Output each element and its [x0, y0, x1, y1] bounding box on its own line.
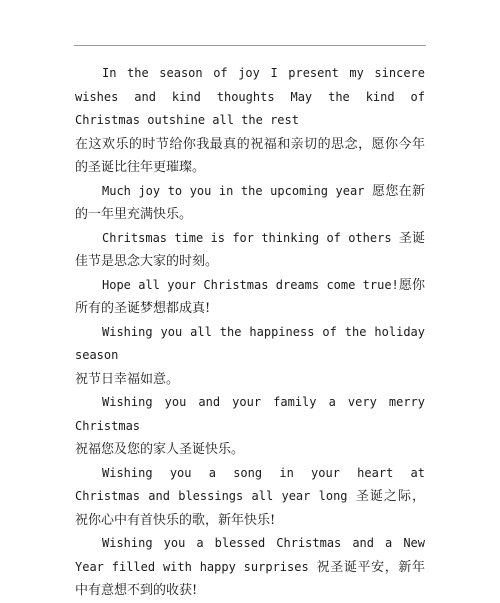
paragraph	[75, 391, 425, 462]
chinese-text: 祝福您及您的家人圣诞快乐。	[75, 442, 245, 457]
paragraph	[75, 180, 425, 227]
chinese-text: 祝圣诞平安，新年中有意想不到的收获!	[75, 559, 425, 598]
english-text: Wishing you a blessed Christmas and a New Year filled with happy surprises	[75, 536, 425, 574]
paragraph	[75, 227, 425, 274]
chinese-text: 在这欢乐的时节给你我最真的祝福和亲切的思念，愿你今年的圣诞比往年更璀璨。	[75, 136, 425, 175]
english-text: Wishing you a song in your heart at Christmas and blessings all year long	[75, 465, 425, 503]
english-text: Much joy to you in the upcoming year	[102, 183, 372, 198]
english-text: Wishing you all the happiness of the holiday season	[75, 324, 425, 362]
chinese-text: 愿你所有的圣诞梦想都成真!	[75, 277, 425, 316]
english-text: Chritsmas time is for thinking of others	[102, 230, 399, 245]
chinese-text: 祝节日幸福如意。	[75, 371, 180, 387]
paragraph	[75, 274, 425, 321]
chinese-text: 圣诞佳节是思念大家的时刻。	[75, 230, 425, 269]
english-text: Wishing you and your family a very merry Christmas	[75, 395, 425, 433]
header-rule	[74, 45, 426, 46]
paragraph	[75, 462, 425, 533]
english-text: Hope all your Christmas dreams come true!	[102, 277, 399, 292]
chinese-text: 愿您在新的一年里充满快乐。	[75, 183, 425, 222]
paragraph	[75, 321, 425, 392]
chinese-text: 圣诞之际，祝你心中有首快乐的歌，新年快乐!	[75, 489, 425, 528]
paragraph	[75, 62, 425, 180]
paragraph	[75, 532, 425, 603]
english-text: In the season of joy I present my sincere wishes and kind thoughts May the kind of Christmas outshine all the rest	[75, 66, 425, 127]
document-body	[75, 62, 425, 603]
